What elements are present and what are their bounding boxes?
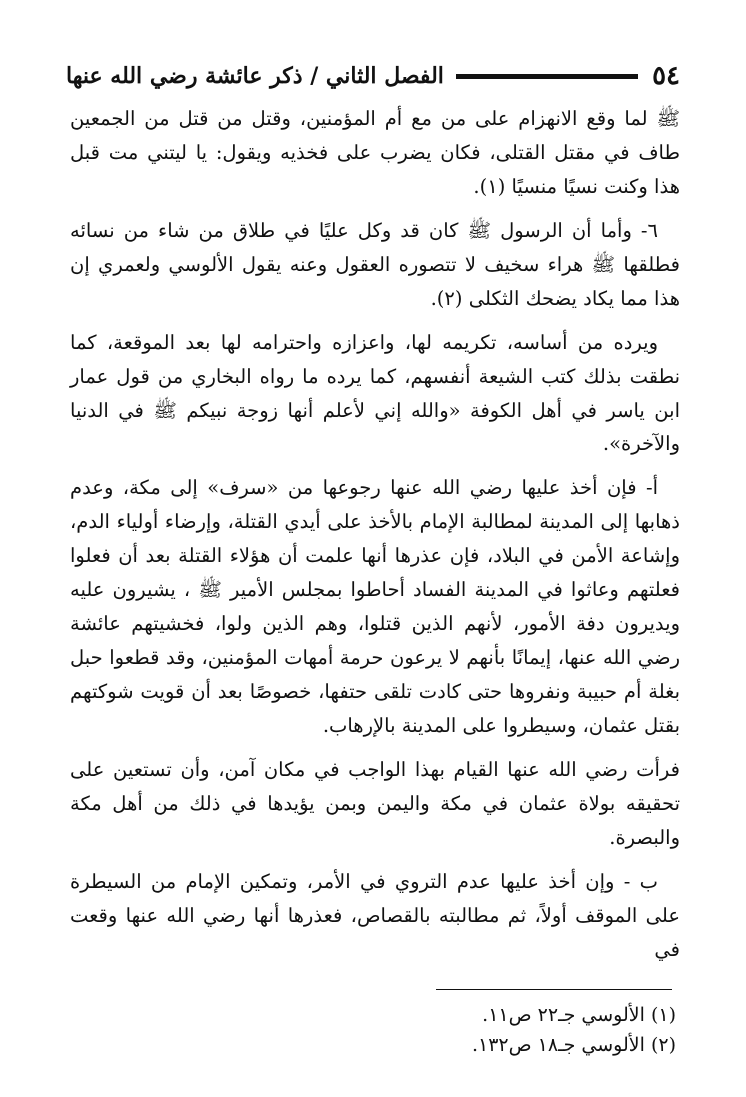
body-text xyxy=(70,102,680,977)
chapter-title: الفصل الثاني / ذكر عائشة رضي الله عنها xyxy=(66,63,444,89)
paragraph: فرأت رضي الله عنها القيام بهذا الواجب في مكان آمن، وأن تستعين على تحقيقه بولاة عثمان في مكة واليمن وبمن يؤيدها في ذلك من أهل مكة والبصرة. xyxy=(70,757,680,849)
header-rule xyxy=(456,74,638,79)
footnote-separator xyxy=(436,989,672,990)
footnotes xyxy=(70,1000,676,1060)
running-header xyxy=(66,58,680,94)
paragraph: ويرده من أساسه، تكريمه لها، واعزازه واحترامه لها بعد الموقعة، كما نطقت بذلك كتب الشيعة أنفسهم، كما يرده ما رواه البخاري من قول عمار ابن ياسر في أهل الكوفة «والله إني لأعلم أنها زوجة نبيكم ﷺ في الدنيا والآخرة». xyxy=(70,330,680,456)
paragraph: ب - وإن أخذ عليها عدم التروي في الأمر، وتمكين الإمام من السيطرة على الموقف أولاً، ثم مطالبته بالقصاص، فعذرها أنها رضي الله عنها وقعت في xyxy=(70,869,680,961)
page-number: ٥٤ xyxy=(652,61,680,91)
footnote: (١) الألوسي جـ٢٢ ص١١. xyxy=(482,1004,676,1026)
paragraph: ﷺ لما وقع الانهزام على من مع أم المؤمنين، وقتل من قتل من الجمعين طاف في مقتل القتلى، فكان يضرب على فخذيه ويقول: يا ليتني مت قبل هذا وكنت نسيًا منسيًا (١). xyxy=(70,107,680,198)
paragraph: أ- فإن أخذ عليها رضي الله عنها رجوعها من «سرف» إلى مكة، وعدم ذهابها إلى المدينة لمطالبة الإمام بالأخذ على أيدي القتلة، وإرضاء أولياء الدم، وإشاعة الأمن في البلاد، فإن عذرها أنها علمت أن هؤلاء القتلة بعد أن فعلوا فعلتهم وعاثوا في المدينة الفساد أحاطوا بمجلس الأمير ﷺ ، يشيرون عليه ويديرون دفة الأمور، لأنهم الذين قتلوا، وهم الذين ولوا، فخشيتهم عائشة رضي الله عنها، إيمانًا بأنهم لا يرعون حرمة أمهات المؤمنين، وقد قطعوا حبل بغلة أم حبيبة ونفروها حتى كادت تلقى حتفها، خصوصًا بعد أن قويت شوكتهم بقتل عثمان، وسيطروا على المدينة بالإرهاب. xyxy=(70,476,680,737)
paragraph: ٦- وأما أن الرسول ﷺ كان قد وكل عليًا في طلاق من شاء من نسائه فطلقها ﷺ هراء سخيف لا تتصوره العقول وعنه يقول الألوسي ولعمري إن هذا مما يكاد يضحك الثكلى (٢). xyxy=(70,218,680,310)
footnote: (٢) الألوسي جـ١٨ ص١٣٢. xyxy=(471,1034,676,1056)
